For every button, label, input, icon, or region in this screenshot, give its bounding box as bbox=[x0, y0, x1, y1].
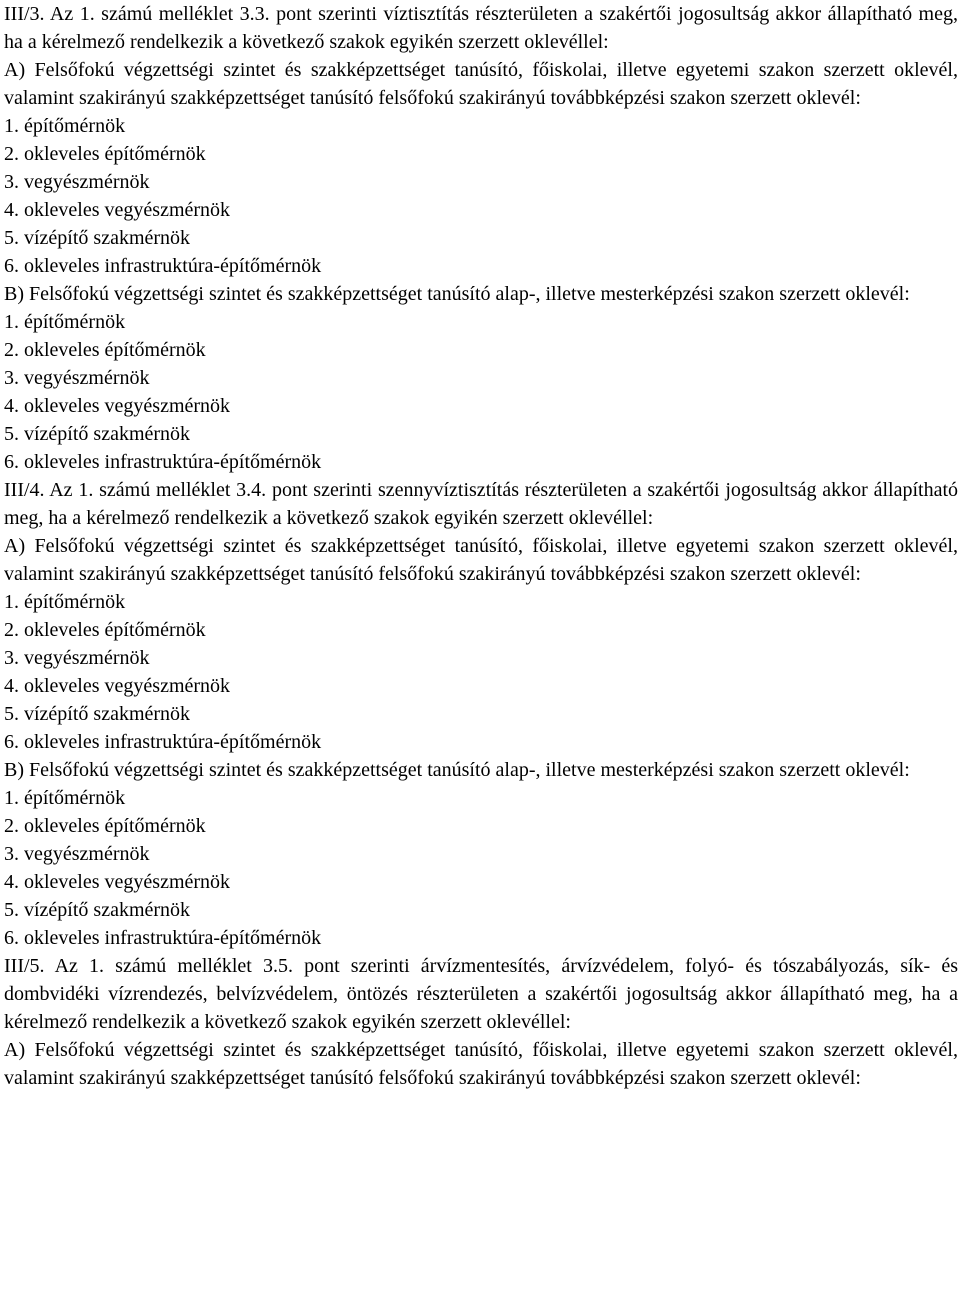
paragraph: A) Felsőfokú végzettségi szintet és szakképzettséget tanúsító, főiskolai, illetve egyetemi szakon szerzett oklevél, valamint szakirányú szakképzettséget tanúsító felsőfokú szakirányú továbbképzési szakon szerzett oklevél: bbox=[4, 1039, 958, 1089]
list-item: 1. építőmérnök bbox=[4, 591, 126, 613]
list-item: 3. vegyészmérnök bbox=[4, 367, 150, 389]
paragraph: B) Felsőfokú végzettségi szintet és szakképzettséget tanúsító alap-, illetve mesterképzési szakon szerzett oklevél: bbox=[4, 759, 910, 781]
paragraph: B) Felsőfokú végzettségi szintet és szakképzettséget tanúsító alap-, illetve mesterképzési szakon szerzett oklevél: bbox=[4, 283, 910, 305]
list-item: 2. okleveles építőmérnök bbox=[4, 339, 206, 361]
list-item: 6. okleveles infrastruktúra-építőmérnök bbox=[4, 255, 322, 277]
list-item: 2. okleveles építőmérnök bbox=[4, 619, 206, 641]
list-item: 6. okleveles infrastruktúra-építőmérnök bbox=[4, 927, 322, 949]
list-item: 2. okleveles építőmérnök bbox=[4, 815, 206, 837]
list-item: 4. okleveles vegyészmérnök bbox=[4, 199, 231, 221]
list-item: 1. építőmérnök bbox=[4, 311, 126, 333]
paragraph: A) Felsőfokú végzettségi szintet és szakképzettséget tanúsító, főiskolai, illetve egyetemi szakon szerzett oklevél, valamint szakirányú szakképzettséget tanúsító felsőfokú szakirányú továbbképzési szakon szerzett oklevél: bbox=[4, 535, 958, 585]
list-item: 4. okleveles vegyészmérnök bbox=[4, 871, 231, 893]
list-item: 5. vízépítő szakmérnök bbox=[4, 703, 191, 725]
paragraph: III/4. Az 1. számú melléklet 3.4. pont szerinti szennyvíztisztítás részterületen a szakértői jogosultság akkor állapítható meg, ha a kérelmező rendelkezik a következő szakok egyikén szerzett oklevéllel: bbox=[4, 479, 958, 529]
list-item: 6. okleveles infrastruktúra-építőmérnök bbox=[4, 451, 322, 473]
list-item: 4. okleveles vegyészmérnök bbox=[4, 395, 231, 417]
list-item: 4. okleveles vegyészmérnök bbox=[4, 675, 231, 697]
paragraph: A) Felsőfokú végzettségi szintet és szakképzettséget tanúsító, főiskolai, illetve egyetemi szakon szerzett oklevél, valamint szakirányú szakképzettséget tanúsító felsőfokú szakirányú továbbképzési szakon szerzett oklevél: bbox=[4, 59, 958, 109]
list-item: 3. vegyészmérnök bbox=[4, 171, 150, 193]
list-item: 5. vízépítő szakmérnök bbox=[4, 423, 191, 445]
list-item: 3. vegyészmérnök bbox=[4, 647, 150, 669]
list-item: 3. vegyészmérnök bbox=[4, 843, 150, 865]
list-item: 5. vízépítő szakmérnök bbox=[4, 899, 191, 921]
paragraph: III/5. Az 1. számú melléklet 3.5. pont szerinti árvízmentesítés, árvízvédelem, folyó- és tószabályozás, sík- és dombvidéki vízrendezés, belvízvédelem, öntözés részterületen a szakértői jogosultság akkor állapítható meg, ha a kérelmező rendelkezik a következő szakok egyikén szerzett oklevéllel: bbox=[4, 955, 958, 1033]
list-item: 5. vízépítő szakmérnök bbox=[4, 227, 191, 249]
list-item: 6. okleveles infrastruktúra-építőmérnök bbox=[4, 731, 322, 753]
list-item: 1. építőmérnök bbox=[4, 115, 126, 137]
paragraph: III/3. Az 1. számú melléklet 3.3. pont szerinti víztisztítás részterületen a szakértői jogosultság akkor állapítható meg, ha a kérelmező rendelkezik a következő szakok egyikén szerzett oklevéllel: bbox=[4, 3, 958, 53]
list-item: 1. építőmérnök bbox=[4, 787, 126, 809]
list-item: 2. okleveles építőmérnök bbox=[4, 143, 206, 165]
